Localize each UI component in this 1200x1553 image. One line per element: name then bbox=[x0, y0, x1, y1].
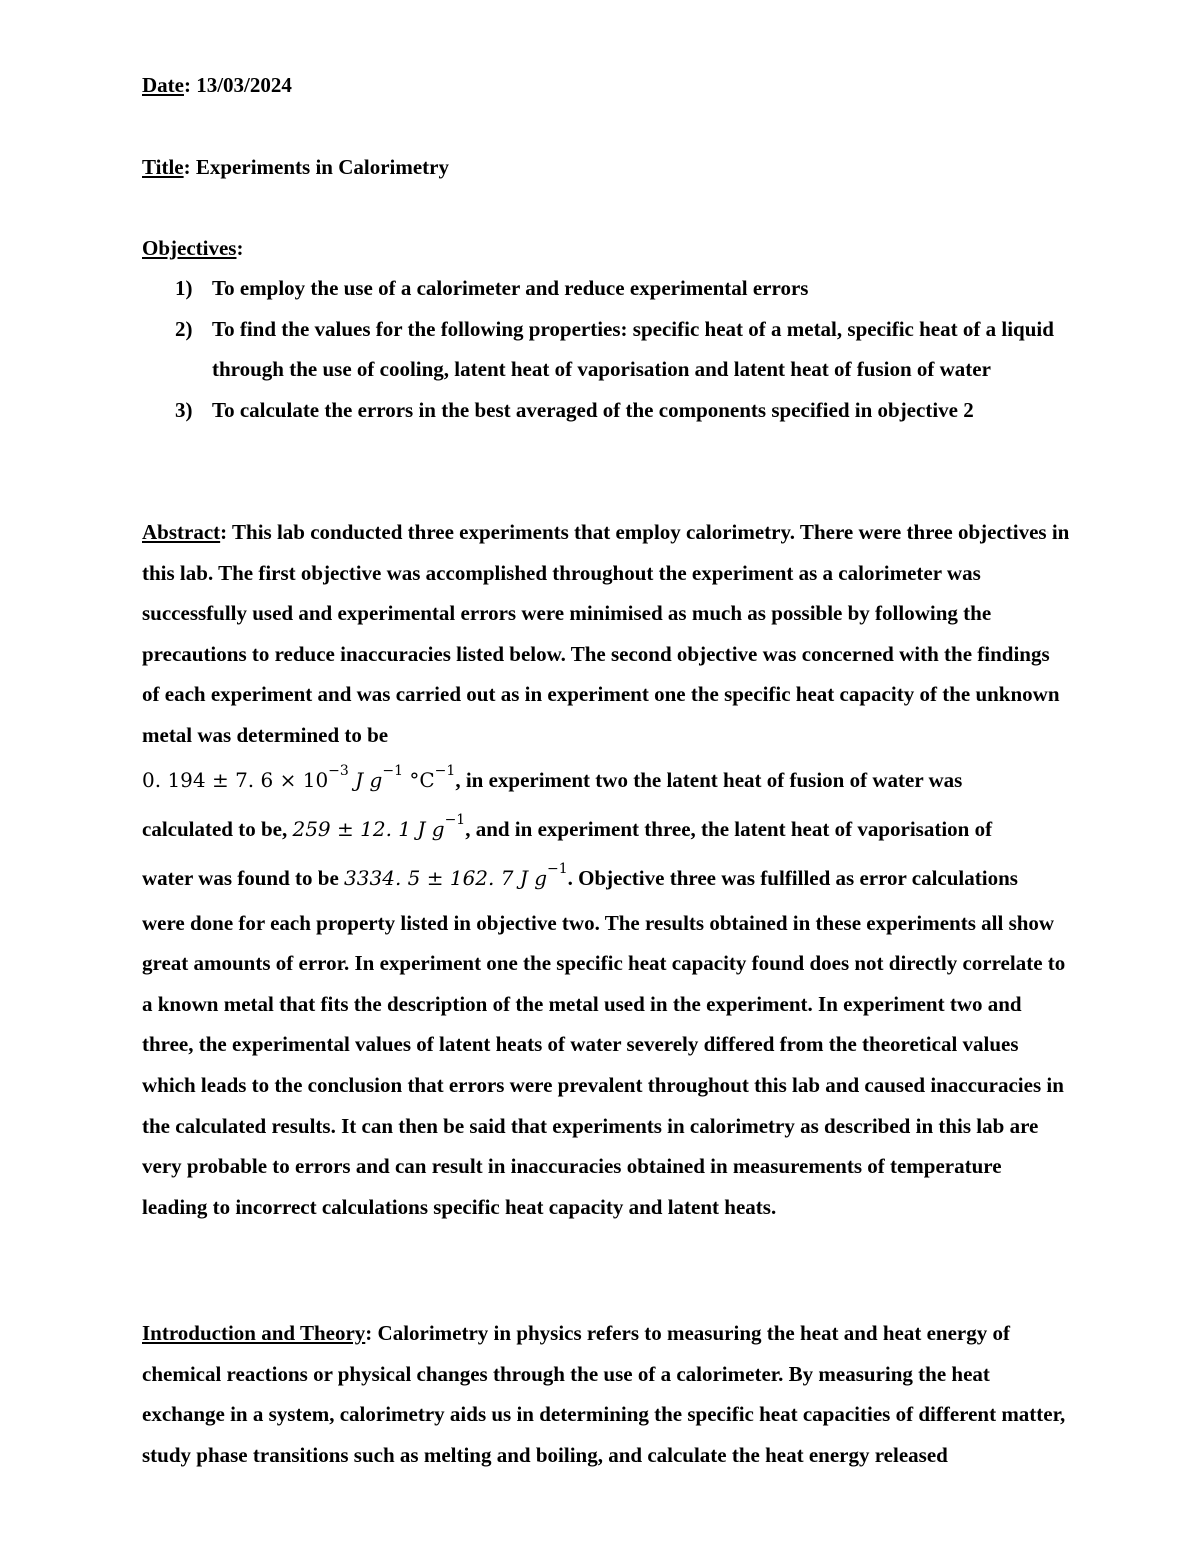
abstract-text-3: calculated to be, bbox=[142, 816, 293, 841]
introduction-text: : Calorimetry in physics refers to measuring the heat and heat energy of chemical reactions or physical changes through the use of a calorimeter. By measuring the heat exchange in a system, calorimetry aids us in determining the specific heat capacities of different matter, study phase transitions such as melting and boiling, and calculate the heat energy released bbox=[142, 1321, 1066, 1467]
unit-celsius: °C bbox=[403, 767, 435, 792]
title-label: Title bbox=[142, 155, 184, 179]
fusion-exponent: −1 bbox=[444, 811, 466, 828]
abstract-text-7: were done for each property listed in objective two. The results obtained in these experiments all show great amounts of error. In experiment one the specific heat capacity found does not directly correlate to a known metal that fits the description of the metal used in the experiment. In experiment two and three, the experimental values of latent heats of water severely differed from the theoretical values which leads to the conclusion that errors were prevalent throughout this lab and caused inaccuracies in the calculated results. It can then be said that experiments in calorimetry as described in this lab are very probable to errors and can result in inaccuracies obtained in measurements of temperature leading to incorrect calculations specific heat capacity and latent heats. bbox=[142, 910, 1066, 1219]
abstract-label: Abstract bbox=[142, 520, 221, 544]
abstract-math-line-2 bbox=[142, 805, 1072, 854]
fusion-value: 259 ± 12. 1 J g bbox=[292, 816, 445, 841]
objective-text: To find the values for the following properties: specific heat of a metal, specific heat of a liquid through the use of cooling, latent heat of vaporisation and latent heat of fusion of water bbox=[212, 316, 1054, 382]
date-line bbox=[142, 65, 1072, 106]
unit-gram-exponent: −1 bbox=[382, 762, 403, 779]
introduction-label: Introduction and Theory bbox=[142, 1321, 366, 1345]
introduction-section bbox=[142, 1313, 1072, 1475]
objectives-label: Objectives bbox=[142, 236, 237, 260]
objectives-heading bbox=[142, 228, 1072, 269]
abstract-text-4: , and in experiment three, the latent heat of vaporisation of bbox=[465, 816, 993, 841]
specific-heat-exponent: −3 bbox=[328, 762, 349, 779]
vaporisation-value: 3334. 5 ± 162. 7 J g bbox=[344, 865, 548, 890]
abstract-section bbox=[142, 512, 1072, 1227]
abstract-text-5: water was found to be bbox=[142, 865, 345, 890]
objective-item bbox=[175, 309, 1055, 390]
abstract-text-6: . Objective three was fulfilled as error calculations bbox=[567, 865, 1018, 890]
objective-text: To employ the use of a calorimeter and reduce experimental errors bbox=[212, 276, 809, 300]
vaporisation-exponent: −1 bbox=[547, 860, 568, 877]
abstract-text-2: , in experiment two the latent heat of fusion of water was bbox=[455, 767, 963, 792]
objectives-colon: : bbox=[236, 236, 244, 260]
date-value: : 13/03/2024 bbox=[183, 73, 292, 97]
abstract-math-line-3 bbox=[142, 854, 1072, 903]
abstract-text-1: : This lab conducted three experiments that employ calorimetry. There were three objectives in this lab. The first objective was accomplished throughout the experiment as a calorimeter was successfully used and experimental errors were minimised as much as possible by following the precautions to reduce inaccuracies listed below. The second objective was concerned with the findings of each experiment and was carried out as in experiment one the specific heat capacity of the unknown metal was determined to be bbox=[142, 520, 1070, 747]
objective-item bbox=[175, 390, 1055, 431]
objectives-list bbox=[175, 268, 1055, 430]
title-line bbox=[142, 147, 1072, 188]
unit-celsius-exponent: −1 bbox=[434, 762, 456, 779]
date-label: Date bbox=[142, 73, 184, 97]
title-value: : Experiments in Calorimetry bbox=[183, 155, 449, 179]
objective-item bbox=[175, 268, 1055, 309]
objective-number: 2) bbox=[175, 316, 193, 341]
objective-number: 1) bbox=[175, 276, 193, 300]
objective-number: 3) bbox=[175, 397, 193, 422]
abstract-math-line-1 bbox=[142, 756, 1072, 805]
objective-text: To calculate the errors in the best averaged of the components specified in objective 2 bbox=[212, 397, 974, 422]
unit-joule-gram: J g bbox=[348, 767, 383, 792]
specific-heat-value: 0. 194 ± 7. 6 × 10 bbox=[142, 767, 329, 792]
